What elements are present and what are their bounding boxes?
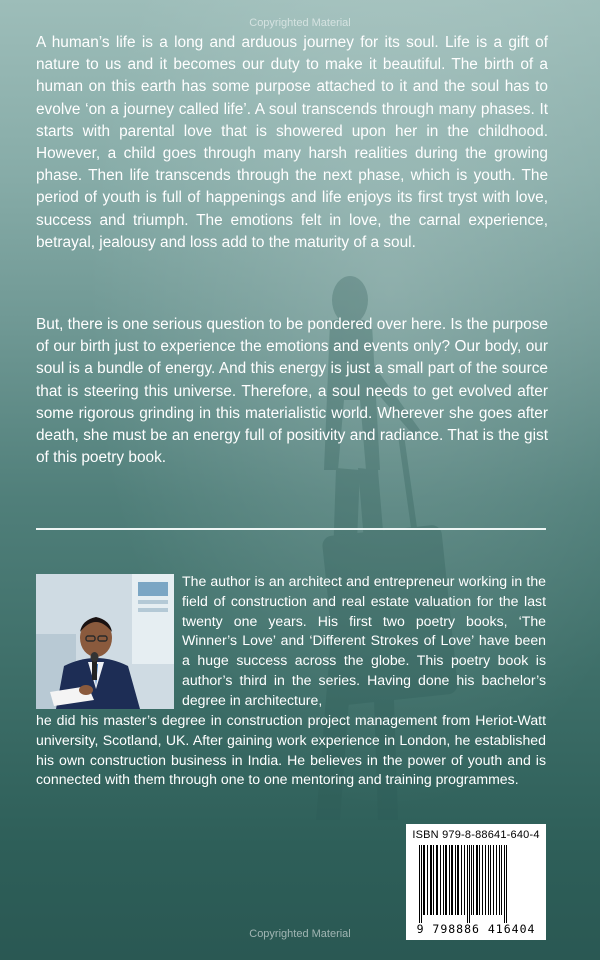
barcode-bar xyxy=(501,845,502,915)
barcode-bar xyxy=(476,845,478,915)
blurb-paragraph-1: A human’s life is a long and arduous journey for its soul. Life is a gift of nature to us and it becomes our duty to make it beautiful. The birth of a human on this earth has some purpose attached to it and the soul has to evolve ‘on a journey called life’. A soul transcends through many phases. It starts with parental love that is showered upon her in the childhood. However, a child goes through many harsh realities during the growing phase. Then life transcends through the next phase, which is youth. The period of youth is full of happenings and life enjoys its first tryst with love, success and triumph. The emotions felt in love, the carnal experience, betrayal, jealousy and loss add to the maturity of a soul. xyxy=(36,34,548,251)
barcode-bar xyxy=(455,845,456,915)
author-photo xyxy=(36,574,174,709)
barcode-bar xyxy=(451,845,453,915)
barcode-bar xyxy=(485,845,486,915)
barcode-bar xyxy=(427,845,428,915)
barcode-bar xyxy=(493,845,494,915)
barcode-bar xyxy=(423,845,425,915)
barcode-bar xyxy=(461,845,462,915)
barcode-bar xyxy=(464,845,465,915)
copyright-watermark-bottom: Copyrighted Material xyxy=(249,928,351,940)
barcode-bar xyxy=(445,845,447,915)
barcode-bar xyxy=(430,845,432,915)
barcode-bar xyxy=(443,845,444,915)
barcode-bar xyxy=(471,845,472,915)
barcode-bar xyxy=(457,845,459,915)
barcode-digits: 9 798886 416404 xyxy=(416,922,536,936)
barcode-bar xyxy=(479,845,480,915)
barcode-bar xyxy=(473,845,474,915)
barcode-bar xyxy=(506,845,507,923)
barcode-bar xyxy=(469,845,470,923)
barcode-bar xyxy=(421,845,422,923)
barcode-bars xyxy=(418,845,534,923)
barcode-bar xyxy=(436,845,438,915)
blurb-paragraph-2: But, there is one serious question to be pondered over here. Is the purpose of our birth just to experience the emotions and events only? Our body, our soul is a bundle of energy. And this energy is just a small part of the source that is steering this universe. Therefore, a soul needs to get evolved after some rigorous grinding in this materialistic world. Wherever she goes after death, she must be an energy full of positivity and radiance. That is the gist of this poetry book. xyxy=(36,316,548,467)
copyright-watermark-top: Copyrighted Material xyxy=(249,17,351,29)
barcode-bar xyxy=(467,845,468,923)
barcode-bar xyxy=(449,845,450,915)
section-divider xyxy=(36,528,546,530)
barcode-bar xyxy=(419,845,420,923)
author-bio-beside-photo: The author is an architect and entrepreneur working in the field of construction and real estate valuation for the last twenty one years. His first two poetry books, ‘The Winner’s Love’ and ‘Different Strokes of Love’ have been a huge success across the globe. This poetry book is author’s third in the series. Having done his bachelor’s degree in architecture, xyxy=(182,573,546,708)
isbn-barcode xyxy=(406,824,546,940)
barcode-bar xyxy=(499,845,500,915)
barcode-bar xyxy=(433,845,434,915)
barcode-bar xyxy=(488,845,489,915)
isbn-label: ISBN 979-8-88641-640-4 xyxy=(412,829,540,841)
barcode-bar xyxy=(496,845,497,915)
barcode-bar xyxy=(490,845,491,915)
barcode-bar xyxy=(440,845,441,915)
author-bio-continued: he did his master’s degree in construction project management from Heriot-Watt university, Scotland, UK. After gaining work experience in London, he established his own construction business in India. He believes in the power of youth and is connected with them through one to one mentoring and training programmes. xyxy=(36,712,546,788)
barcode-bar xyxy=(504,845,505,923)
barcode-bar xyxy=(482,845,483,915)
